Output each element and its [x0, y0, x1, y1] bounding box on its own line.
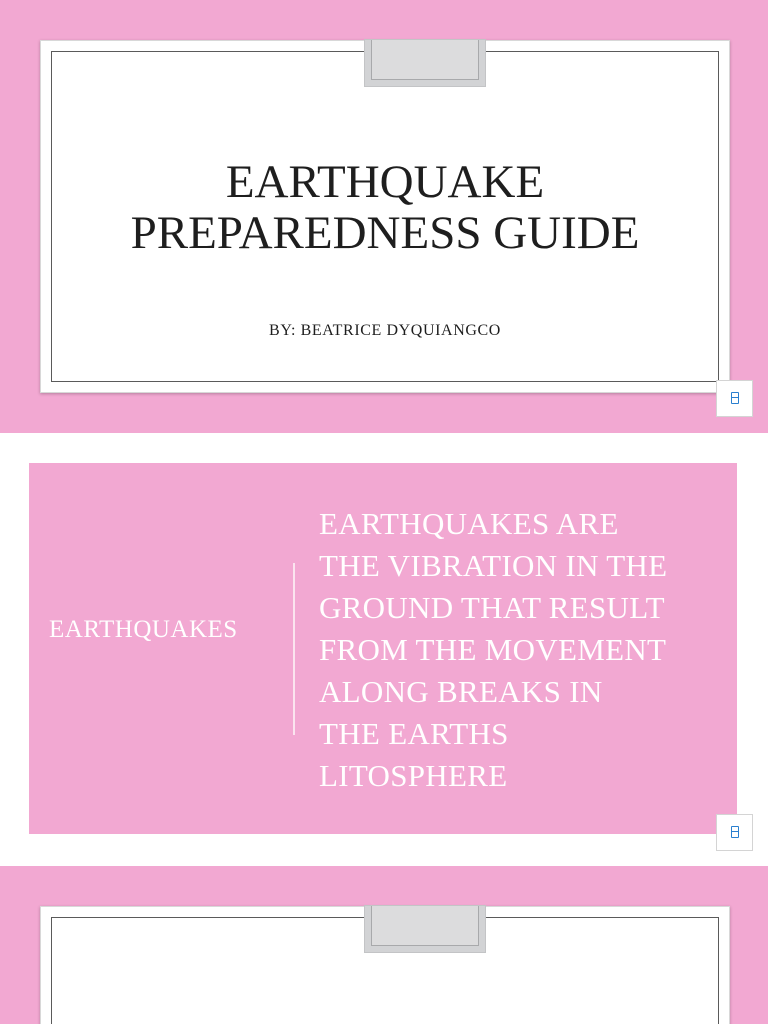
card-inner-frame	[51, 51, 719, 382]
definition-text	[319, 503, 719, 797]
copy-slide-icon[interactable]	[716, 814, 753, 851]
card-tab	[364, 905, 486, 953]
definition-line: THE EARTHS	[319, 716, 509, 751]
page-title	[52, 157, 718, 259]
title-card	[40, 906, 730, 1024]
vertical-divider	[293, 563, 295, 735]
card-tab	[364, 39, 486, 87]
definition-line: EARTHQUAKES ARE	[319, 506, 619, 541]
definition-line: ALONG BREAKS IN	[319, 674, 603, 709]
author-byline: BY: BEATRICE DYQUIANGCO	[269, 322, 501, 339]
definition-line: THE VIBRATION IN THE	[319, 548, 668, 583]
copy-slide-icon[interactable]	[716, 380, 753, 417]
definition-line: GROUND THAT RESULT	[319, 590, 665, 625]
title-line-1: EARTHQUAKE	[225, 156, 545, 208]
slide-1	[0, 0, 768, 433]
definition-line: FROM THE MOVEMENT	[319, 632, 667, 667]
definition-panel	[29, 463, 737, 834]
slide-2	[0, 433, 768, 866]
section-heading: EARTHQUAKES	[49, 616, 238, 643]
title-line-2: PREPAREDNESS GUIDE	[130, 207, 640, 259]
title-card	[40, 40, 730, 393]
definition-line: LITOSPHERE	[319, 758, 508, 793]
slide-3	[0, 866, 768, 1024]
